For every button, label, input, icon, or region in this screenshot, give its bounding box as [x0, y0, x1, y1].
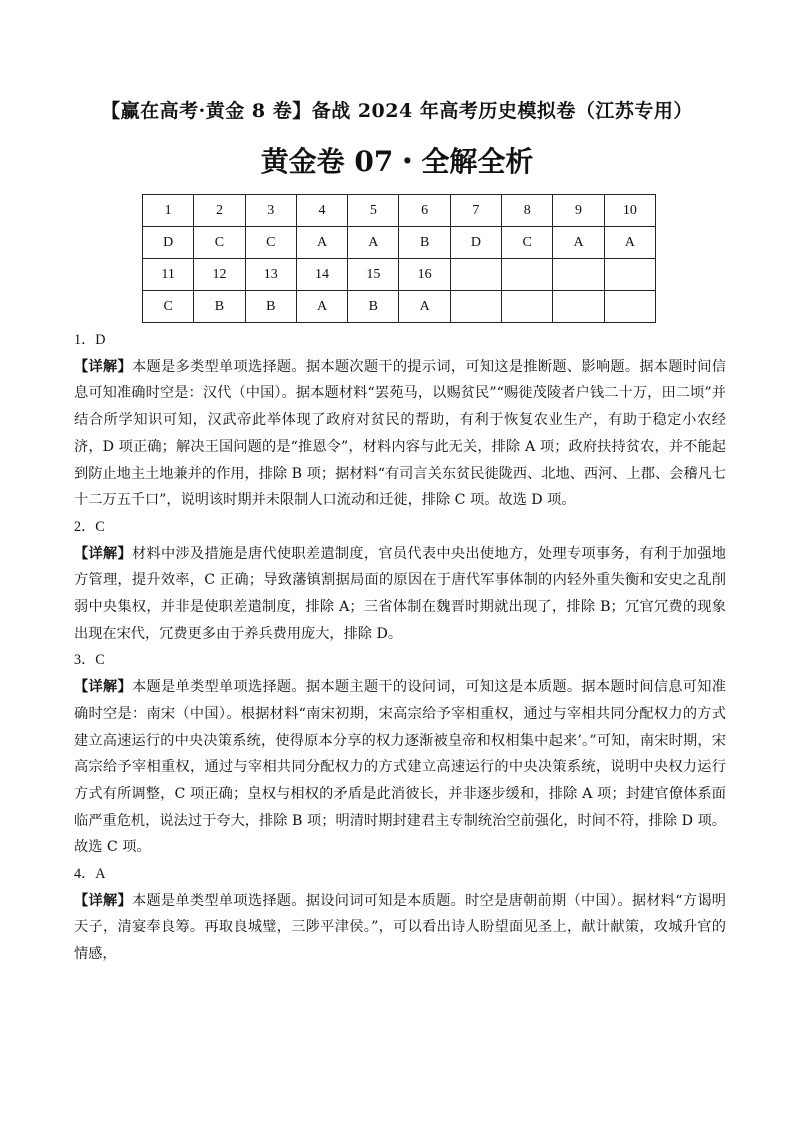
detail-label: 【详解】	[74, 679, 132, 696]
question-number: 1．D	[74, 332, 106, 348]
question-number-row	[143, 259, 656, 291]
answer-cell: C	[143, 291, 194, 323]
answer-cell: B	[399, 227, 450, 259]
question-number-cell: 2	[194, 195, 245, 227]
answer-cell: C	[245, 227, 296, 259]
answer-cell: C	[502, 227, 553, 259]
answer-cell: D	[450, 227, 501, 259]
answer-cell: B	[194, 291, 245, 323]
detail-text: 本题是单类型单项选择题。据本题主题干的设问词，可知这是本质题。据本题时间信息可知准确时空是：南宋（中国）。根据材料“南宋初期，宋高宗给予宰相重权，通过与宰相共同分配权力的方式建立高速运行的中央决策系统，使得原本分享的权力逐渐被皇帝和权相集中起来’。”可知，南宋时期，宋高宗给予宰相重权，通过与宰相共同分配权力的方式建立高速运行的中央决策系统，说明中央权力运行方式有所调整，C 项正确；皇权与相权的矛盾是此消彼长，并非逐步缓和，排除 A 项；封建官僚体系面临严重危机，说法过于夸大，排除 B 项；明清时期封建君主专制统治空前强化，时间不符，排除 D 项。故选 C 项。	[74, 679, 726, 856]
question-number-cell: 7	[450, 195, 501, 227]
question-number-cell: 1	[143, 195, 194, 227]
question-number-cell	[604, 259, 655, 291]
explanations	[74, 327, 726, 968]
page-title: 黄金卷 07・全解全析	[260, 145, 534, 178]
answer-cell	[502, 291, 553, 323]
answer-cell	[604, 291, 655, 323]
question-number-cell	[502, 259, 553, 291]
question-number: 2．C	[74, 518, 105, 535]
detail-text: 本题是多类型单项选择题。据本题次题干的提示词，可知这是推断题、影响题。据本题时间信息可知准确时空是：汉代（中国）。据本题材料“罢苑马，以赐贫民”“赐徙茂陵者户钱二十万，田二顷”并结合所学知识可知，汉武帝此举体现了政府对贫民的帮助，有利于恢复农业生产，有助于稳定小农经济，D 项正确；解决王国问题的是“推恩令”，材料内容与此无关，排除 A 项；政府扶持贫农，并不能起到防止地主土地兼并的作用，排除 B 项；据材料“有司言关东贫民徙陇西、北地、西河、上郡、会稽凡七十二万五千口”，说明该时期并未限制人口流动和迁徙，排除 C 项。故选 D 项。	[74, 358, 726, 509]
question-number-cell: 3	[245, 195, 296, 227]
answer-cell: A	[399, 291, 450, 323]
question-number-cell: 8	[502, 195, 553, 227]
exam-subtitle: 【赢在高考·黄金 8 卷】备战 2024 年高考历史模拟卷（江苏专用）	[101, 100, 693, 122]
question-detail	[74, 888, 726, 968]
answer-row	[143, 291, 656, 323]
question-number-row	[143, 195, 656, 227]
answer-cell: A	[553, 227, 604, 259]
question-number-cell: 11	[143, 259, 194, 291]
detail-label: 【详解】	[74, 545, 132, 562]
question-detail	[74, 541, 726, 648]
question-number-cell: 9	[553, 195, 604, 227]
question-number-cell	[553, 259, 604, 291]
question-number-cell: 16	[399, 259, 450, 291]
answer-cell: A	[296, 291, 347, 323]
question-number-cell: 14	[296, 259, 347, 291]
question-number-cell: 4	[296, 195, 347, 227]
answer-cell: B	[245, 291, 296, 323]
detail-label: 【详解】	[74, 892, 132, 909]
question-number-cell: 5	[348, 195, 399, 227]
answer-cell: D	[143, 227, 194, 259]
question-number: 3．C	[74, 652, 105, 669]
question-number-cell: 13	[245, 259, 296, 291]
answer-table	[142, 194, 656, 323]
question-number: 4．A	[74, 866, 106, 883]
question-number-cell: 12	[194, 259, 245, 291]
question-number-cell: 10	[604, 195, 655, 227]
answer-cell	[450, 291, 501, 323]
answer-cell: A	[296, 227, 347, 259]
question-detail	[74, 354, 726, 514]
answer-cell: A	[348, 227, 399, 259]
detail-text: 本题是单类型单项选择题。据设问词可知是本质题。时空是唐朝前期（中国）。据材料“方谒明天子，清宴奉良筹。再取良城璧，三陟平津侯。”，可以看出诗人盼望面见圣上，献计献策，攻城升官的情感，	[74, 892, 726, 963]
detail-label: 【详解】	[74, 358, 132, 375]
question-number-cell: 6	[399, 195, 450, 227]
question-detail	[74, 674, 726, 861]
question-number-cell	[450, 259, 501, 291]
answer-cell: A	[604, 227, 655, 259]
answer-cell: C	[194, 227, 245, 259]
answer-cell: B	[348, 291, 399, 323]
question-number-cell: 15	[348, 259, 399, 291]
detail-text: 材料中涉及措施是唐代使职差遣制度，官员代表中央出使地方，处理专项事务，有利于加强地方管理，提升效率，C 正确；导致藩镇割据局面的原因在于唐代军事体制的内轻外重失衡和安史之乱削弱中央集权，并非是使职差遣制度，排除 A；三省体制在魏晋时期就出现了，排除 B；冗官冗费的现象出现在宋代，冗费更多由于养兵费用庞大，排除 D。	[74, 545, 726, 642]
answer-cell	[553, 291, 604, 323]
answer-row	[143, 227, 656, 259]
